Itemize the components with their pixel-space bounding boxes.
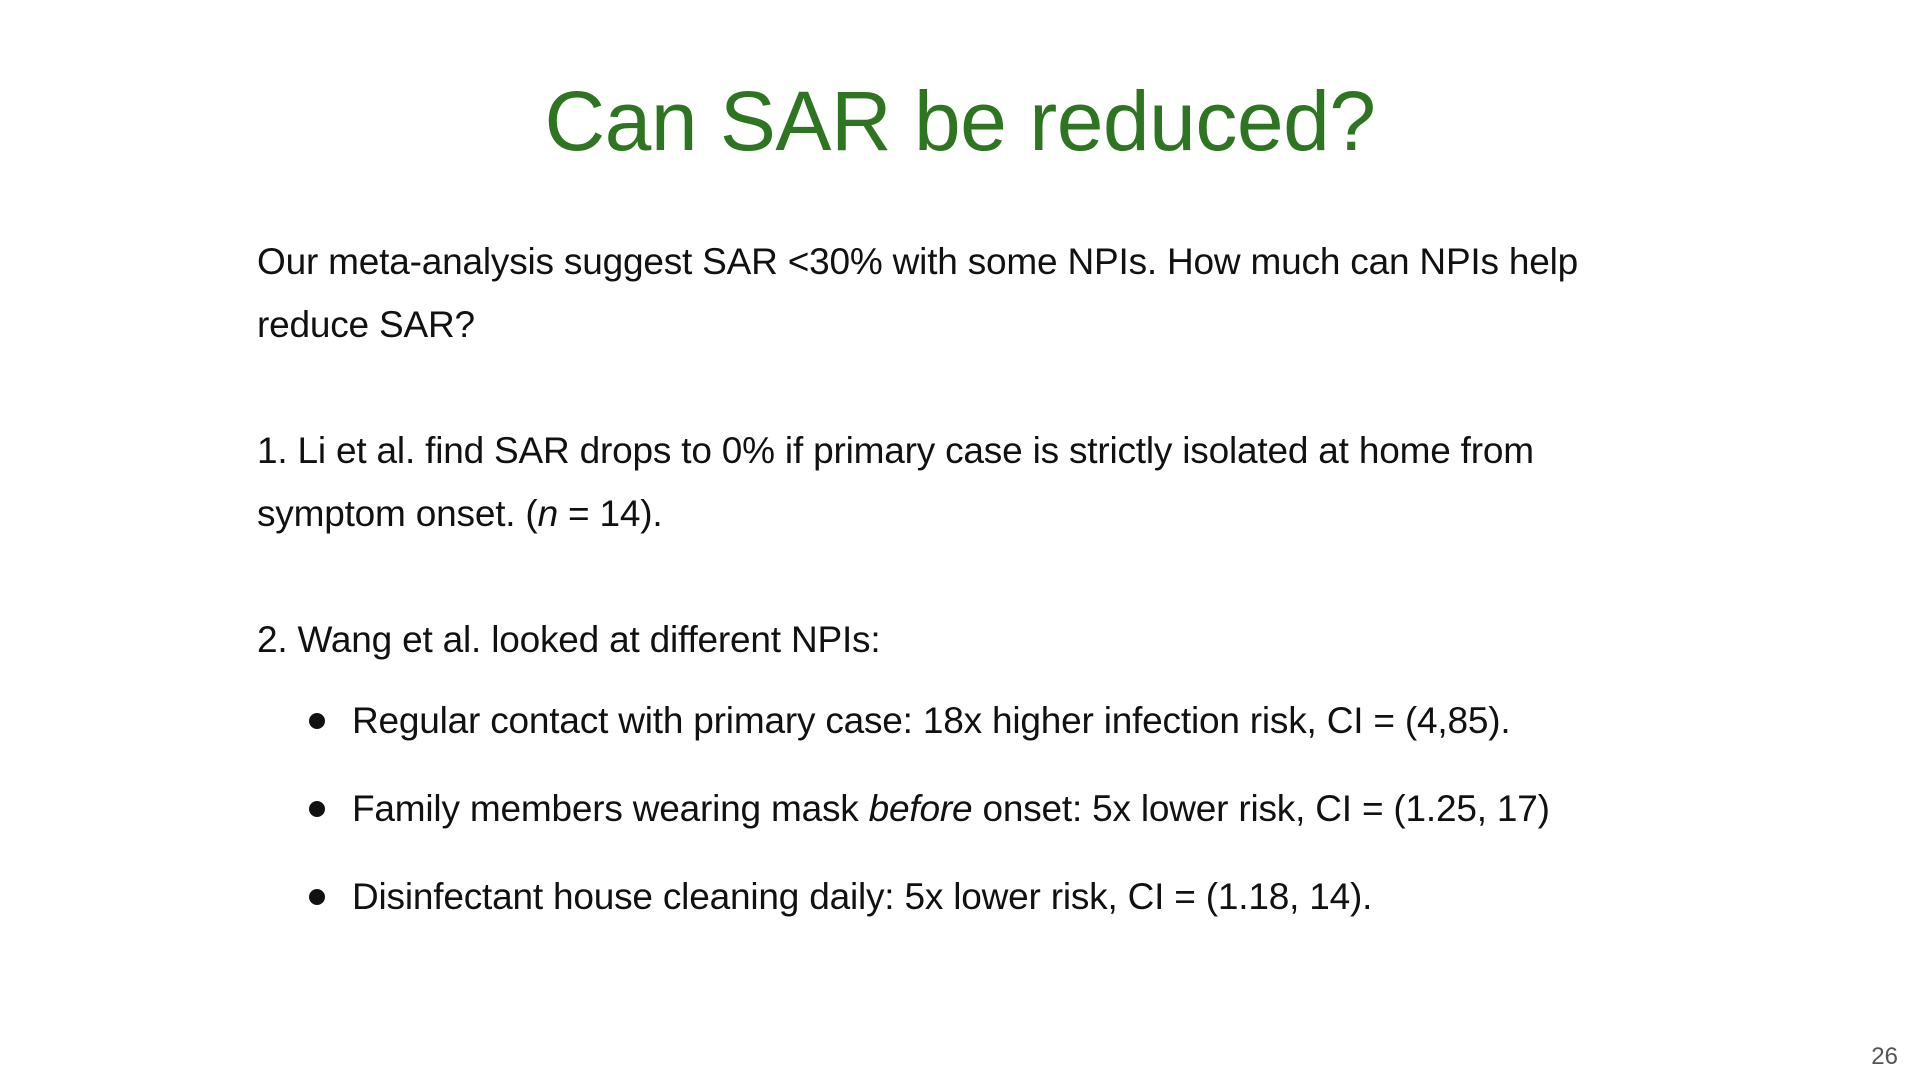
point-1-italic: n [537, 493, 558, 534]
page-number: 26 [1871, 1043, 1898, 1070]
slide-body [257, 230, 1677, 953]
bullet-text: Regular contact with primary case: 18x higher infection risk, CI = (4,85). [352, 700, 1511, 741]
bullet-tail: onset: 5x lower risk, CI = (1.25, 17) [972, 788, 1550, 829]
list-item [257, 777, 1677, 840]
point-2-paragraph: 2. Wang et al. looked at different NPIs: [257, 619, 881, 660]
bullet-dot-icon [309, 713, 325, 729]
list-item [257, 689, 1677, 752]
slide-title: Can SAR be reduced? [544, 74, 1376, 168]
bullet-italic: before [868, 788, 973, 829]
point-1-tail: = 14). [557, 493, 663, 534]
bullet-dot-icon [309, 801, 325, 817]
bullet-dot-icon [309, 889, 325, 905]
intro-paragraph: Our meta-analysis suggest SAR <30% with some NPIs. How much can NPIs help reduce SAR? [257, 241, 1579, 345]
npi-bullet-list [257, 689, 1677, 928]
bullet-text: Disinfectant house cleaning daily: 5x lower risk, CI = (1.18, 14). [352, 876, 1373, 917]
point-1-lead: 1. Li et al. find SAR drops to 0% if primary case is strictly isolated at home from symptom onset. ( [257, 430, 1534, 534]
list-item [257, 865, 1677, 928]
point-1-paragraph [257, 419, 1677, 545]
bullet-lead: Family members wearing mask [352, 788, 869, 829]
